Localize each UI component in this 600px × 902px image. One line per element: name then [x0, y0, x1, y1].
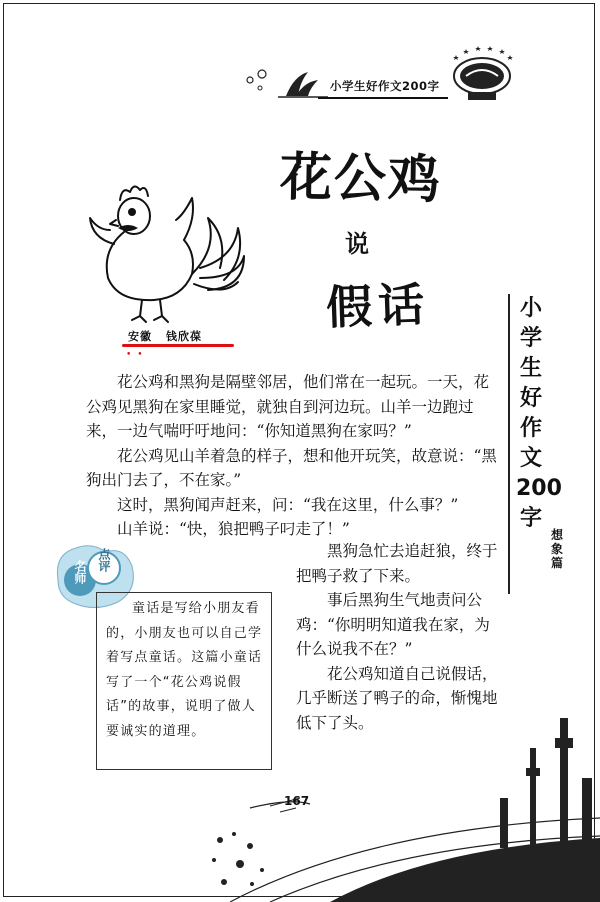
author-underline	[122, 344, 234, 347]
commentary-text: 童话是写给小朋友看的，小朋友也可以自己学着写点童话。这篇小童话写了一个“花公鸡说假话”的故事，说明了做人要诚实的道理。	[106, 601, 263, 739]
sidebar-series-title: 小学生好作文200字	[516, 296, 562, 531]
sidebar-category: 想象篇	[550, 528, 563, 570]
author-dots: ••	[126, 350, 149, 360]
story-body	[86, 370, 502, 542]
author-region: 安徽	[128, 330, 152, 343]
commentary-badge-left: 名师	[73, 560, 87, 584]
story-paragraph: 花公鸡见山羊着急的样子，想和他开玩笑，故意说：“黑狗出门去了，不在家。”	[86, 446, 497, 489]
story-body-continued	[296, 539, 502, 735]
story-title-middle: 说	[345, 229, 369, 258]
story-paragraph: 山羊说：“快，狼把鸭子叼走了！”	[117, 520, 350, 538]
page-number: 167	[284, 794, 310, 808]
story-title-end: 假话	[325, 277, 432, 335]
rooster-illustration	[88, 178, 248, 326]
author-name: 钱欣葆	[166, 330, 202, 343]
story-paragraph: 这时，黑狗闻声赶来，问：“我在这里，什么事？”	[117, 495, 459, 514]
series-badge-icon	[446, 46, 516, 102]
story-paragraph: 事后黑狗生气地责问公鸡：“你明明知道我在家，为什么说我不在？”	[296, 591, 490, 658]
story-title-main: 花公鸡	[279, 146, 443, 211]
commentary-badge-right: 点评	[97, 548, 111, 572]
story-paragraph: 黑狗急忙去追赶狼，终于把鸭子救了下来。	[296, 542, 498, 585]
header-title: 小学生好作文200字	[330, 79, 440, 93]
sidebar-rule	[508, 294, 510, 594]
story-paragraph: 花公鸡知道自己说假话，几乎断送了鸭子的命，惭愧地低下了头。	[296, 664, 498, 732]
author-line	[128, 328, 216, 344]
header-ornament	[238, 66, 328, 100]
story-paragraph: 花公鸡和黑狗是隔壁邻居，他们常在一起玩。一天，花公鸡见黑狗在家里睡觉，就独自到河边玩。山羊一边跑过来，一边气喘吁吁地问：“你知道黑狗在家吗？”	[86, 373, 490, 440]
header-rule	[318, 97, 448, 99]
footer-dots	[200, 830, 280, 890]
